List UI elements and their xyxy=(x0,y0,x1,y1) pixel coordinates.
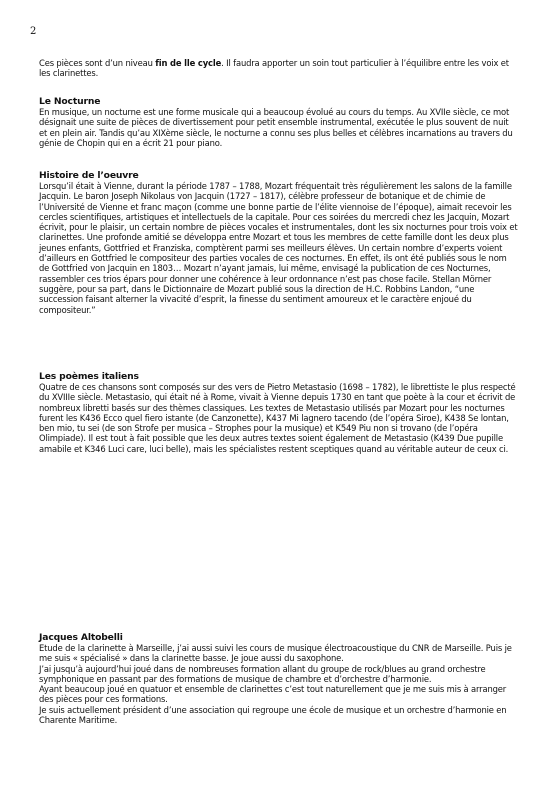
bio-paragraph: Ayant beaucoup joué en quatuor et ensemble de clarinettes c’est tout naturellement que je me suis mis à arranger des pièces pour ces formations. xyxy=(39,684,507,705)
section-poemes xyxy=(39,371,519,454)
intro-level: fin de lle cycle xyxy=(155,58,222,68)
section-title: Les poèmes italiens xyxy=(39,371,139,382)
section-body: Quatre de ces chansons sont composés sur des vers de Pietro Metastasio (1698 – 1782), le librettiste le plus respecté du XVIIIe siècle. Metastasio, qui était né à Rome, vivait à Vienne depuis 1730 en tant que poète à la cour et écrivit de nombreux libretti basés sur des thèmes classiques. Les textes de Metastasio utilisés par Mozart pour les nocturnes furent les K436 Ecco quel fiero istante (de Canzonette), K437 Mi lagnero tacendo (de l’opéra Siroe), K438 Se lontan, ben mio, tu sei (de son Strofe per musica – Strophes pour la musique) et K549 Piu non si trovano (de l’opéra Olimpiade). Il est tout à fait possible que les deux autres textes soient également de Metastasio (K439 Due pupille amabile et K346 Luci care, luci belle), mais les spécialistes restent sceptiques quand au véritable auteur de ceux ci. xyxy=(39,382,516,454)
section-histoire xyxy=(39,170,519,315)
page-number: 2 xyxy=(30,26,37,37)
bio-paragraph: Je suis actuellement président d’une association qui regroupe une école de musique et un orchestre d’harmonie en Charente Maritime. xyxy=(39,704,507,726)
section-title: Jacques Altobelli xyxy=(39,632,123,643)
intro-paragraph xyxy=(39,58,519,79)
bio-paragraph: Etude de la clarinette à Marseille, j’ai aussi suivi les cours de musique électroacoustique du CNR de Marseille. Puis je me suis « spécialisé » dans la clarinette basse. Je joue aussi du saxophone. xyxy=(39,643,512,664)
intro-text-start: Ces pièces sont d’un niveau xyxy=(39,58,156,68)
intro-text xyxy=(39,58,519,79)
section-title: Histoire de l’oeuvre xyxy=(39,170,139,181)
bio-paragraph: J’ai jusqu’à aujourd’hui joué dans de nombreuses formation allant du groupe de rock/blues au grand orchestre symphonique en passant par des formations de musique de chambre et d’orchestre d’harmonie. xyxy=(39,663,486,684)
section-biography xyxy=(39,632,519,725)
section-nocturne xyxy=(39,96,519,148)
section-body: En musique, un nocturne est une forme musicale qui a beaucoup évolué au cours du temps. Au XVIIe siècle, ce mot désignait une suite de pièces de divertissement pour petit ensemble instrumental, exécutée le plus souvent de nuit et en plein air. Tandis qu’au XIXème siècle, le nocturne a connu ses plus belles et célèbres incarnations au travers du génie de Chopin qui en a écrit 21 pour piano. xyxy=(39,107,513,148)
intro-text-end: . Il faudra apporter un soin tout particulier à l’équilibre entre les voix et les clarinettes. xyxy=(39,58,509,79)
section-body: Lorsqu’il était à Vienne, durant la période 1787 – 1788, Mozart fréquentait très régulièrement les salons de la famille Jacquin. Le baron Joseph Nikolaus von Jacquin (1727 – 1817), célèbre professeur de botanique et de chimie de l’Université de Vienne et franc maçon (comme une bonne partie de l’élite viennoise de l’époque), aimait recevoir les cercles scientifiques, artistiques et intellectuels de la capitale. Pour ces soirées du mercredi chez les Jacquin, Mozart écrivit, pour le plaisir, un certain nombre de pièces vocales et instrumentales, dont les six nocturnes pour trois voix et clarinettes. Une profonde amitié se développa entre Mozart et tous les membres de cette famille dont les deux plus jeunes enfants, Gottfried et Franziska, comptèrent parmi ses meilleurs élèves. Un certain nombre d’experts voient d’ailleurs en Gottfried le compositeur des parties vocales de ces nocturnes. En effet, ils ont été publiés sous le nom de Gottfried von Jacquin en 1803… Mozart n’ayant jamais, lui même, envisagé la publication de ces Nocturnes, rassembler ces trios épars pour donner une cohérence à leur ordonnance n’est pas chose facile. Stellan Mörner suggère, pour sa part, dans le Dictionnaire de Mozart publié sous la direction de H.C. Robbins Landon, “une succession faisant alterner la vivacité d’esprit, la finesse du sentiment amoureux et le caractère enjoué du compositeur.” xyxy=(39,181,518,315)
section-title: Le Nocturne xyxy=(39,96,101,107)
